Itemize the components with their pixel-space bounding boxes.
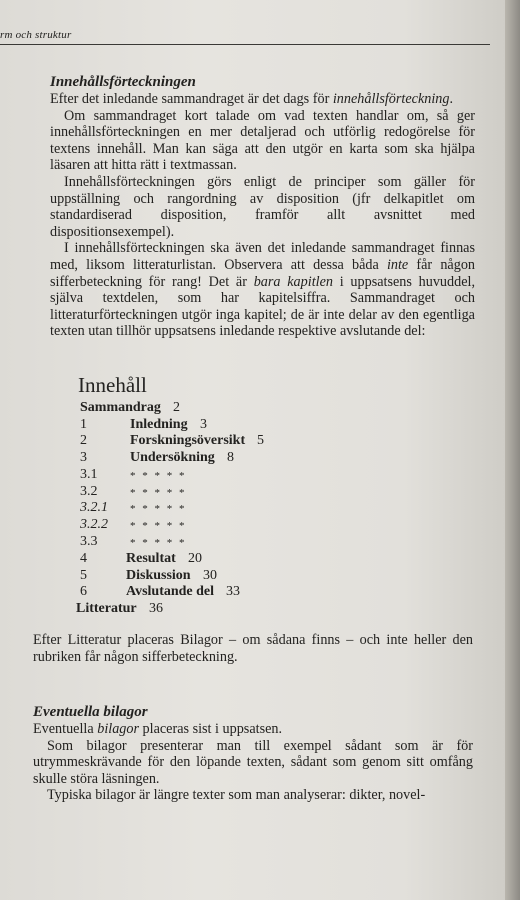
toc-entry-placeholder: * * * * * <box>130 537 187 549</box>
toc-entry-page: 5 <box>257 433 264 448</box>
toc-entry <box>0 568 460 585</box>
toc-entry-number: 3.2 <box>80 484 98 499</box>
page-edge <box>505 0 520 900</box>
toc-entry <box>0 551 460 568</box>
toc-entry-number: 1 <box>80 417 87 432</box>
toc-entry <box>0 400 460 417</box>
toc-entry-page: 20 <box>188 551 202 566</box>
toc-entry <box>0 417 460 434</box>
toc-entry-number: 3 <box>80 450 87 465</box>
paragraph-3: Innehållsförteckningen görs enligt de principer som gäller för uppställning och rangordning av disposition (jfr delkapitlet om standardiserad disposition, framför allt avsnittet med dispositionsexempel). <box>50 173 475 240</box>
toc-entry <box>0 584 460 601</box>
toc-entry-label: Forskningsöversikt <box>130 433 246 448</box>
toc-entry-page: 36 <box>149 601 163 616</box>
toc-entry-label: Avslutande del <box>126 584 215 599</box>
toc-entry <box>0 484 460 501</box>
paragraph-1: Efter det inledande sammandraget är det dags för innehållsförteckning. <box>50 91 454 107</box>
toc-entry-number: 3.2.1 <box>80 500 108 515</box>
toc-entry-number: 5 <box>80 568 87 583</box>
toc-entry <box>0 450 460 467</box>
toc-entry <box>0 517 460 534</box>
section-innehallsforteckningen <box>50 74 475 340</box>
toc-entry-label: Undersökning <box>130 450 215 465</box>
toc-entry-number: 4 <box>80 551 87 566</box>
paragraph-4: I innehållsförteckningen ska även det inledande sammandraget finnas med, liksom litteraturlistan. Observera att dessa båda inte får någon sifferbeteckning för rang! Det är bara kapitlen i uppsatsens huvuddel, själva textdelen, som har kapitelsiffra. Sammandraget och litteraturförteckningen utgör inga kapitel; de är inte delar av den egentliga texten utan tillhör uppsatsens inledande respektive avslutande del: <box>50 240 476 340</box>
toc-entry-page: 2 <box>173 400 180 415</box>
toc-entry-placeholder: * * * * * <box>130 487 187 499</box>
section-eventuella-bilagor <box>33 704 473 804</box>
toc-entry <box>0 433 460 450</box>
toc-entry-placeholder: * * * * * <box>130 503 187 515</box>
after-toc-text <box>33 632 473 665</box>
toc-entry <box>0 601 460 618</box>
toc-entry-page: 30 <box>203 568 217 583</box>
paragraph-bilagor-2: Som bilagor presenterar man till exempel sådant som är för utrymmeskrävande för den löpande texten, sådant som genom sitt omfång skulle störa läsningen. <box>33 737 473 787</box>
toc-entry <box>0 534 460 551</box>
toc-entry-number: 2 <box>80 433 87 448</box>
toc-entry-page: 8 <box>227 450 234 465</box>
paragraph-bilagor-3: Typiska bilagor är längre texter som man analyserar: dikter, novel- <box>47 787 426 804</box>
toc-entry-page: 33 <box>226 584 240 599</box>
toc-entry <box>0 467 460 484</box>
toc-entry-placeholder: * * * * * <box>130 470 187 482</box>
section-title: Innehållsförteckningen <box>50 74 196 90</box>
toc-entry-placeholder: * * * * * <box>130 520 187 532</box>
toc-entry-number: 3.2.2 <box>80 517 108 532</box>
toc-entry <box>0 500 460 517</box>
paragraph-2: Om sammandraget kort talade om vad texten handlar om, så ger innehållsförteckningen en mer detaljerad och utförlig redogörelse för textens innehåll. Man kan säga att den utgör en karta som ska hjälpa läsaren att hitta rätt i textmassan. <box>50 107 475 174</box>
toc-entry-number: 3.1 <box>80 467 98 482</box>
toc-entry-label: Resultat <box>126 551 176 566</box>
toc-entry-number: 6 <box>80 584 87 599</box>
toc-entry-number: 3.3 <box>80 534 98 549</box>
header-rule <box>0 44 490 45</box>
toc-entry-label: Sammandrag <box>80 400 161 415</box>
section-title-bilagor: Eventuella bilagor <box>33 704 148 720</box>
toc-entry-page: 3 <box>200 417 207 432</box>
toc-entry-label: Diskussion <box>126 568 191 583</box>
toc-title: Innehåll <box>78 373 147 397</box>
toc-entry-label: Inledning <box>130 417 188 432</box>
running-head: rm och struktur <box>0 29 72 41</box>
paragraph-bilagor-1: Eventuella bilagor placeras sist i uppsatsen. <box>33 721 283 737</box>
paragraph-after-toc: Efter Litteratur placeras Bilagor – om sådana finns – och inte heller den rubriken får någon sifferbeteckning. <box>33 632 473 665</box>
toc-entry-label: Litteratur <box>76 601 137 616</box>
